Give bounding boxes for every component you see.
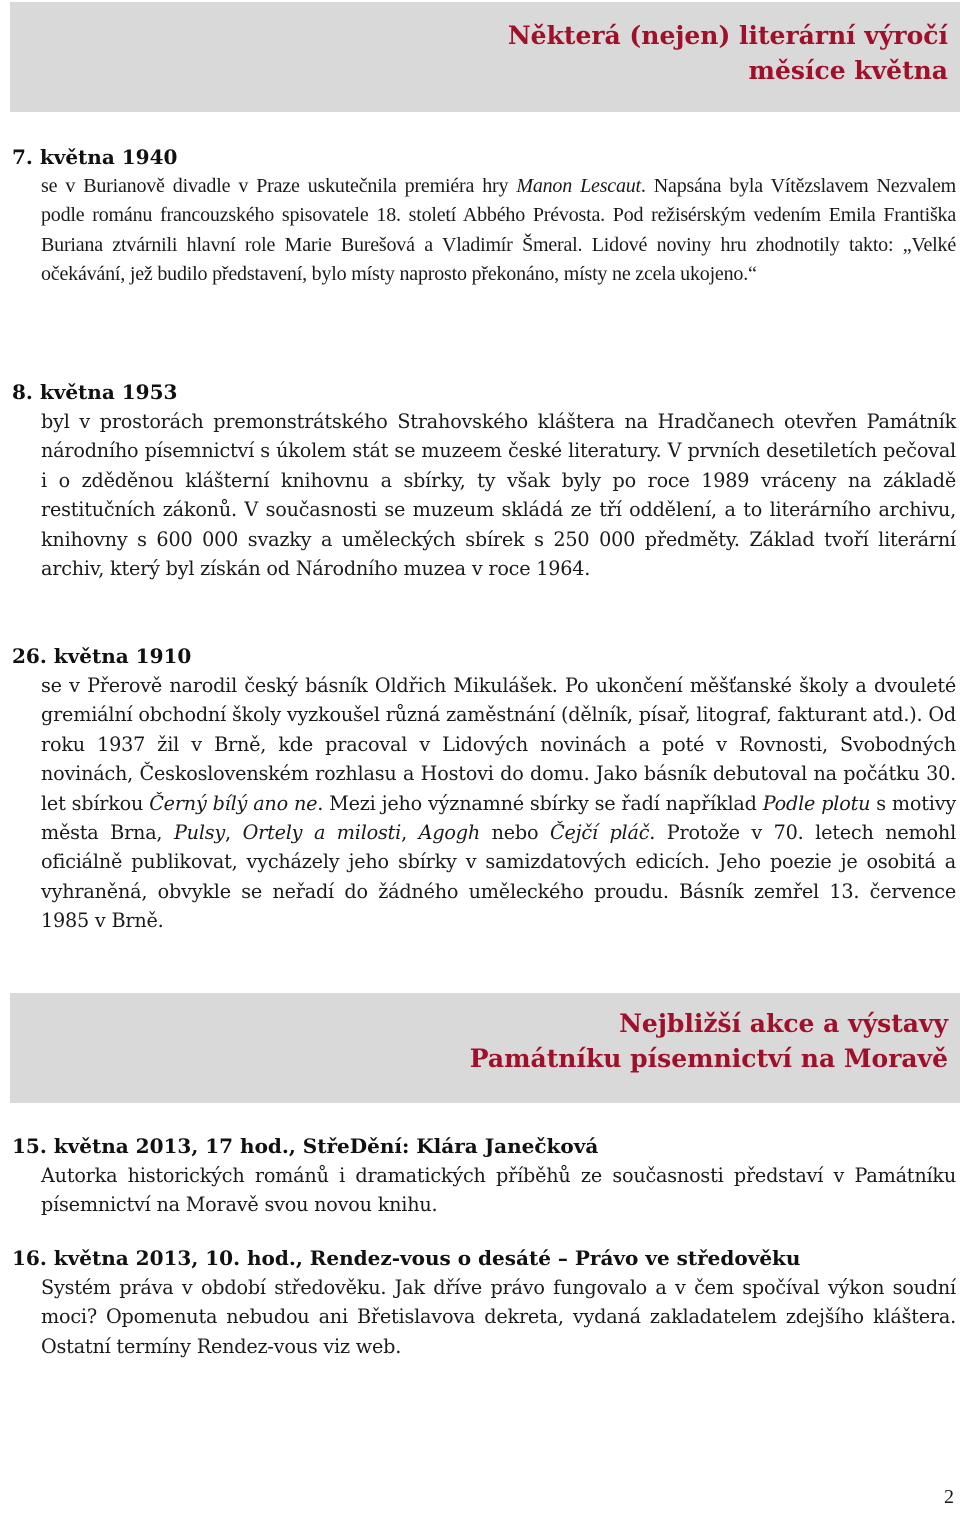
banner-title-line2: Památníku písemnictví na Moravě [469, 1044, 948, 1073]
text-run: . Mezi jeho významné sbírky se řadí například [317, 791, 763, 815]
entry-date: 26. května 1910 [12, 644, 192, 668]
anniversaries-banner [10, 2, 960, 112]
italic-title: Čejčí pláč [549, 821, 650, 845]
italic-title: Manon Lescaut [516, 175, 641, 197]
entry-text [41, 407, 956, 583]
text-run: . Protože v 70. letech nemohl oficiálně publikovat, vycházely jeho sbírky v samizdatových edicích. Jeho poezie je osobitá a vyhraněná, obvykle se neřadí do žádného uměleckého proudu. Básník zemřel 13. července 1985 v Brně. [41, 821, 956, 933]
entry-text [41, 172, 956, 290]
entry-date: 8. května 1953 [12, 380, 178, 404]
event-title: 15. května 2013, 17 hod., StřeDění: Klára Janečková [12, 1134, 599, 1158]
text-run: , [225, 821, 243, 845]
text-run: se v Přerově narodil český básník Oldřich Mikulášek. Po ukončení měšťanské školy a dvouleté gremiální obchodní školy vyzkoušel různá zaměstnání (dělník, písař, litograf, fakturant atd.). Od roku 1937 žil v Brně, kde pracoval v Lidových novinách a poté v Rovnosti, Svobodných novinách, Československém rozhlasu a Hostovi do domu. Jako básník debutoval na počátku 30. let sbírkou [41, 674, 956, 815]
events-banner [10, 993, 960, 1103]
banner-title-line1: Nejbližší akce a výstavy [619, 1009, 948, 1038]
italic-title: Ortely a milosti [242, 821, 402, 845]
text-run: nebo [480, 821, 550, 845]
text-run: . Napsána byla Vítězslavem Nezvalem podle románu francouzského spisovatele 18. století Abbého Prévosta. Pod režisérským vedením Emila Františka Buriana ztvárnili hlavní role Marie Burešová a Vladimír Šmeral. Lidové noviny hru zhodnotily takto: „Velké očekávání, jež budilo představení, bylo místy naprosto překonáno, místy ne zcela ukojeno.“ [41, 175, 956, 286]
italic-title: Agogh [418, 821, 480, 845]
event-text: Autorka historických románů i dramatických příběhů ze současnosti představí v Památníku písemnictví na Moravě svou novou knihu. [41, 1164, 956, 1217]
anniversary-entry [12, 642, 956, 936]
anniversary-entry [12, 378, 956, 583]
italic-title: Podle plotu [762, 791, 871, 815]
entry-text [41, 671, 956, 936]
event-entry [12, 1244, 956, 1361]
event-text: Systém práva v období středověku. Jak dříve právo fungovalo a v čem spočíval výkon soudní moci? Opomenuta nebudou ani Břetislavova dekreta, vydaná zakladatelem zdejšího kláštera. Ostatní termíny Rendez-vous viz web. [41, 1276, 956, 1358]
text-run: s motivy města Brna, [41, 791, 956, 845]
italic-title: Černý bílý ano ne [149, 791, 318, 815]
banner-title-line1: Některá (nejen) literární výročí [507, 21, 948, 50]
text-run: byl v prostorách premonstrátského Strahovského kláštera na Hradčanech otevřen Památník národního písemnictví s úkolem stát se muzeem české literatury. V prvních desetiletích pečoval i o zděděnou klášterní knihovnu a sbírky, ty však byly po roce 1989 vráceny na základě restitučních zákonů. V současnosti se muzeum skládá ze tří oddělení, a to literárního archivu, knihovny s 600 000 svazky a uměleckých sbírek s 250 000 předměty. Základ tvoří literární archiv, který byl získán od Národního muzea v roce 1964. [41, 410, 956, 581]
italic-title: Pulsy [173, 821, 226, 845]
anniversary-entry [12, 143, 956, 290]
text-run: , [401, 821, 419, 845]
banner-title-line2: měsíce května [748, 56, 948, 85]
text-run: se v Burianově divadle v Praze uskutečnila premiéra hry [41, 175, 517, 197]
entry-date: 7. května 1940 [12, 145, 178, 169]
event-entry [12, 1132, 956, 1220]
page-number: 2 [944, 1486, 954, 1508]
event-title: 16. května 2013, 10. hod., Rendez-vous o desáté – Právo ve středověku [12, 1246, 801, 1270]
